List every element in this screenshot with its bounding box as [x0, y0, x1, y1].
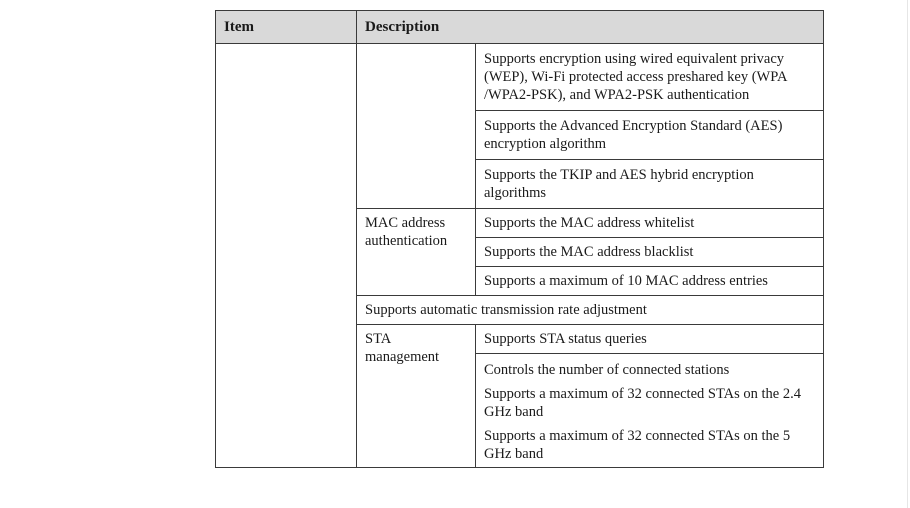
mac-auth-label: MAC address authentication	[357, 209, 476, 296]
mac-entries-cell: Supports a maximum of 10 MAC address entries	[476, 267, 824, 296]
header-row	[216, 11, 824, 44]
sta-status-cell: Supports STA status queries	[476, 325, 824, 354]
encryption-wep-cell: Supports encryption using wired equivalent privacy (WEP), Wi-Fi protected access preshared key (WPA /WPA2-PSK), and WPA2-PSK authentication	[476, 44, 824, 111]
description-header: Description	[357, 11, 824, 44]
sta-24ghz-line: Supports a maximum of 32 connected STAs on the 2.4 GHz band	[484, 386, 801, 420]
spec-table	[215, 10, 824, 468]
item-header: Item	[216, 11, 357, 44]
encryption-label-cell	[357, 44, 476, 209]
encryption-tkip-cell: Supports the TKIP and AES hybrid encryption algorithms	[476, 160, 824, 209]
sta-limits-cell	[476, 354, 824, 468]
encryption-aes-cell: Supports the Advanced Encryption Standard (AES) encryption algorithm	[476, 111, 824, 160]
sta-control-line: Controls the number of connected stations	[484, 362, 730, 378]
rate-adjust-cell: Supports automatic transmission rate adjustment	[357, 296, 824, 325]
table-row	[216, 44, 824, 111]
item-cell	[216, 44, 357, 468]
mac-blacklist-cell: Supports the MAC address blacklist	[476, 238, 824, 267]
page-edge-divider	[907, 0, 908, 508]
sta-management-label: STA management	[357, 325, 476, 468]
sta-5ghz-line: Supports a maximum of 32 connected STAs on the 5 GHz band	[484, 428, 791, 462]
mac-whitelist-cell: Supports the MAC address whitelist	[476, 209, 824, 238]
